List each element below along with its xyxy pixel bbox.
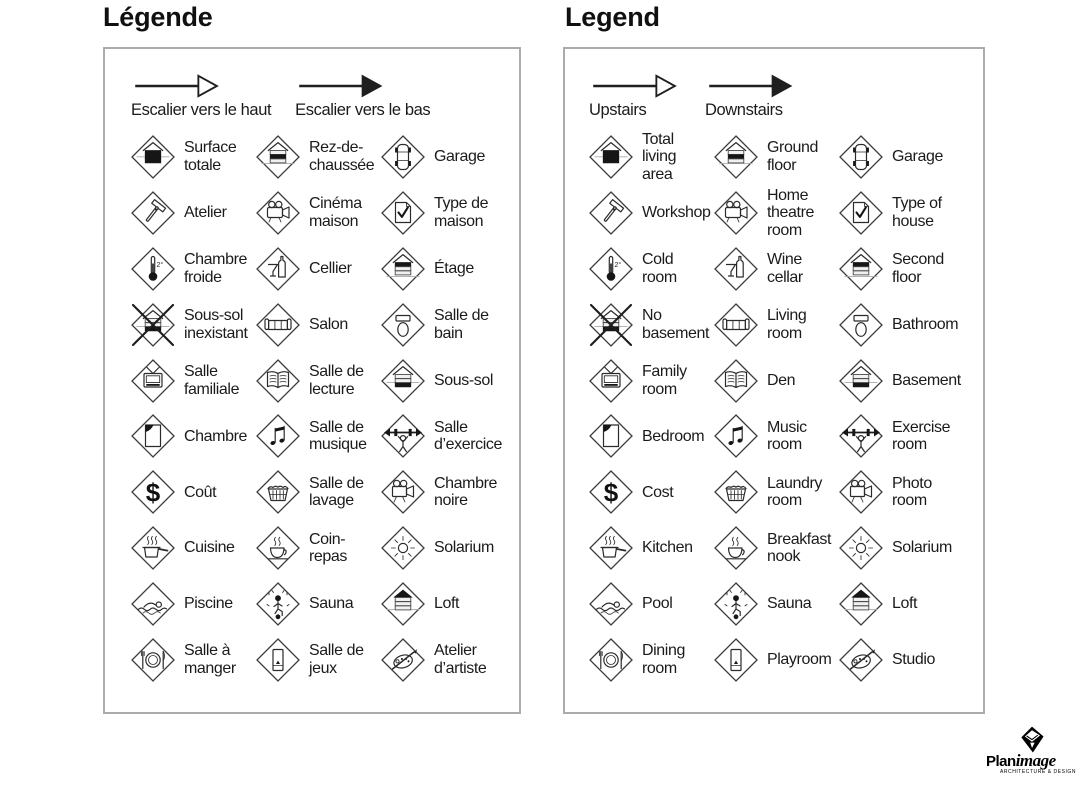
- legend-item-wine-cellar: [256, 247, 381, 291]
- stairs-up-arrow: [589, 73, 681, 121]
- legend-item-solarium: [839, 526, 964, 570]
- dining-room-icon: [589, 638, 633, 682]
- legend-item-ground-floor: [256, 135, 381, 179]
- legend-item-label: Cost: [642, 483, 674, 501]
- family-room-icon: [131, 359, 175, 403]
- type-of-house-icon: [839, 191, 883, 235]
- legend-item-label: Laundry room: [767, 474, 823, 510]
- garage-icon: [381, 135, 425, 179]
- legend-item-label: Family room: [642, 363, 687, 398]
- legend-item-label: Salle de lavage: [309, 474, 364, 510]
- exercise-room-icon: [381, 414, 425, 458]
- legend-item-no-basement: [131, 303, 256, 347]
- legend-item-label: Wine cellar: [767, 251, 803, 286]
- legend-item-exercise-room: [839, 414, 964, 458]
- workshop-icon: [589, 191, 633, 235]
- legend-item-laundry-room: [256, 470, 381, 514]
- legend-panel-french: [103, 47, 521, 714]
- legend-item-label: Cold room: [642, 251, 677, 286]
- legend-item-label: Pool: [642, 595, 673, 613]
- legend-item-label: Kitchen: [642, 539, 693, 557]
- legend-item-ground-floor: [714, 135, 839, 179]
- legend-item-pool: [131, 582, 256, 626]
- legend-item-breakfast-nook: [714, 526, 839, 570]
- legend-item-total-living-area: [589, 131, 714, 184]
- second-floor-icon: [381, 247, 425, 291]
- legend-item-label: Music room: [767, 418, 807, 454]
- legend-item-music-room: [256, 414, 381, 458]
- legend-item-living-room: [256, 303, 381, 347]
- arrow-label: Escalier vers le haut: [131, 101, 272, 119]
- legend-item-label: Coût: [184, 483, 217, 501]
- legend-item-label: Sauna: [767, 595, 812, 613]
- legend-item-garage: [381, 135, 506, 179]
- legend-item-family-room: [589, 359, 714, 403]
- no-basement-icon: [131, 303, 175, 347]
- legend-item-cost: [131, 470, 256, 514]
- legend-item-label: Sous-sol inexistant: [184, 307, 248, 342]
- legend-item-label: Ground floor: [767, 139, 818, 174]
- legend-item-type-of-house: [839, 191, 964, 235]
- pool-icon: [589, 582, 633, 626]
- legend-item-bathroom: [839, 303, 964, 347]
- legend-item-exercise-room: [381, 414, 506, 458]
- legend-item-label: Sous-sol: [434, 371, 494, 389]
- legend-item-playroom: [714, 638, 839, 682]
- legend-item-label: Salle de jeux: [309, 642, 364, 677]
- breakfast-nook-icon: [714, 526, 758, 570]
- arrow-label: Escalier vers le bas: [295, 101, 431, 119]
- legend-item-label: Workshop: [642, 204, 711, 222]
- legend-item-home-theatre-room: [256, 191, 381, 235]
- legend-item-label: Cuisine: [184, 539, 235, 557]
- legend-item-studio: [381, 638, 506, 682]
- garage-icon: [839, 135, 883, 179]
- svg-text:2°: 2°: [614, 261, 622, 269]
- legend-item-label: Bathroom: [892, 315, 959, 333]
- legend-item-label: Chambre froide: [184, 251, 248, 286]
- legend-item-label: Atelier d’artiste: [434, 642, 487, 677]
- legend-item-bedroom: [131, 414, 256, 458]
- legend-item-label: Sauna: [309, 595, 354, 613]
- cold-room-icon: [589, 247, 633, 291]
- solarium-icon: [839, 526, 883, 570]
- legend-item-cold-room: [131, 247, 256, 291]
- wine-cellar-icon: [256, 247, 300, 291]
- music-room-icon: [256, 414, 300, 458]
- legend-item-label: Loft: [892, 595, 918, 613]
- legend-title-english: Legend: [565, 2, 660, 32]
- legend-item-label: Playroom: [767, 651, 832, 669]
- legend-item-label: Basement: [892, 371, 961, 389]
- photo-room-icon: [839, 470, 883, 514]
- laundry-room-icon: [256, 470, 300, 514]
- legend-item-den: [256, 359, 381, 403]
- legend-item-label: Salle de lecture: [309, 363, 364, 398]
- home-theatre-room-icon: [714, 191, 758, 235]
- arrow-label: Downstairs: [705, 101, 783, 119]
- legend-item-sauna: [714, 582, 839, 626]
- legend-item-bathroom: [381, 303, 506, 347]
- logo-tagline: ARCHITECTURE & DESIGN: [1000, 769, 1077, 775]
- legend-item-label: Solarium: [892, 539, 952, 557]
- pool-icon: [131, 582, 175, 626]
- legend-item-playroom: [256, 638, 381, 682]
- legend-item-sauna: [256, 582, 381, 626]
- living-room-icon: [714, 303, 758, 347]
- den-icon: [256, 359, 300, 403]
- legend-item-breakfast-nook: [256, 526, 381, 570]
- legend-item-label: Salle de bain: [434, 307, 489, 342]
- stairs-up-arrow: [131, 73, 271, 121]
- legend-item-living-room: [714, 303, 839, 347]
- cold-room-icon: [131, 247, 175, 291]
- planimage-logo-wordmark: [986, 751, 1078, 770]
- legend-title-french: Légende: [103, 2, 213, 32]
- legend-item-second-floor: [381, 247, 506, 291]
- kitchen-icon: [589, 526, 633, 570]
- studio-icon: [381, 638, 425, 682]
- laundry-room-icon: [714, 470, 758, 514]
- legend-item-bedroom: [589, 414, 714, 458]
- legend-item-label: Garage: [892, 148, 943, 166]
- kitchen-icon: [131, 526, 175, 570]
- svg-text:$: $: [603, 477, 619, 508]
- legend-item-label: Type de maison: [434, 195, 489, 230]
- legend-item-loft: [381, 582, 506, 626]
- bedroom-icon: [131, 414, 175, 458]
- solarium-icon: [381, 526, 425, 570]
- studio-icon: [839, 638, 883, 682]
- workshop-icon: [131, 191, 175, 235]
- legend-item-label: Chambre: [184, 427, 248, 445]
- legend-item-label: Cellier: [309, 259, 352, 277]
- sauna-icon: [256, 582, 300, 626]
- photo-room-icon: [381, 470, 425, 514]
- legend-item-workshop: [131, 191, 256, 235]
- legend-item-label: No basement: [642, 307, 710, 342]
- stairs-arrows-row: [589, 73, 983, 121]
- legend-item-label: Second floor: [892, 251, 944, 286]
- logo-text-image: image: [1015, 751, 1056, 770]
- legend-items-grid: [131, 129, 519, 688]
- svg-text:2°: 2°: [156, 261, 164, 269]
- no-basement-icon: [589, 303, 633, 347]
- legend-item-den: [714, 359, 839, 403]
- legend-item-label: Surface totale: [184, 139, 237, 174]
- legend-item-label: Photo room: [892, 474, 932, 510]
- legend-item-dining-room: [131, 638, 256, 682]
- legend-item-label: Studio: [892, 651, 935, 669]
- basement-icon: [381, 359, 425, 403]
- legend-items-grid: [589, 129, 983, 688]
- legend-item-label: Coin- repas: [309, 530, 348, 566]
- music-room-icon: [714, 414, 758, 458]
- den-icon: [714, 359, 758, 403]
- svg-text:$: $: [145, 477, 161, 508]
- wine-cellar-icon: [714, 247, 758, 291]
- legend-item-label: Rez-de- chaussée: [309, 139, 375, 174]
- sauna-icon: [714, 582, 758, 626]
- playroom-icon: [256, 638, 300, 682]
- legend-item-dining-room: [589, 638, 714, 682]
- stairs-down-arrow: [705, 73, 797, 121]
- legend-item-kitchen: [589, 526, 714, 570]
- bathroom-icon: [839, 303, 883, 347]
- playroom-icon: [714, 638, 758, 682]
- legend-item-basement: [839, 359, 964, 403]
- legend-item-label: Living room: [767, 307, 807, 342]
- legend-item-garage: [839, 135, 964, 179]
- legend-item-cold-room: [589, 247, 714, 291]
- legend-item-label: Salle familiale: [184, 363, 240, 398]
- basement-icon: [839, 359, 883, 403]
- cost-icon: [131, 470, 175, 514]
- legend-item-label: Solarium: [434, 539, 494, 557]
- stairs-arrows-row: [131, 73, 519, 121]
- legend-item-loft: [839, 582, 964, 626]
- legend-item-kitchen: [131, 526, 256, 570]
- legend-item-type-of-house: [381, 191, 506, 235]
- second-floor-icon: [839, 247, 883, 291]
- total-living-area-icon: [131, 135, 175, 179]
- legend-item-label: Dining room: [642, 642, 685, 677]
- legend-item-label: Total living area: [642, 130, 677, 183]
- legend-item-family-room: [131, 359, 256, 403]
- legend-item-label: Home theatre room: [767, 186, 815, 239]
- stairs-down-arrow: [295, 73, 430, 121]
- legend-item-second-floor: [839, 247, 964, 291]
- bathroom-icon: [381, 303, 425, 347]
- legend-panel-english: [563, 47, 985, 714]
- breakfast-nook-icon: [256, 526, 300, 570]
- legend-item-cost: [589, 470, 714, 514]
- legend-item-label: Bedroom: [642, 427, 705, 445]
- legend-item-label: Cinéma maison: [309, 195, 362, 230]
- ground-floor-icon: [256, 135, 300, 179]
- legend-item-workshop: [589, 191, 714, 235]
- loft-icon: [839, 582, 883, 626]
- legend-item-photo-room: [381, 470, 506, 514]
- exercise-room-icon: [839, 414, 883, 458]
- legend-item-label: Garage: [434, 148, 485, 166]
- ground-floor-icon: [714, 135, 758, 179]
- family-room-icon: [589, 359, 633, 403]
- loft-icon: [381, 582, 425, 626]
- legend-item-total-living-area: [131, 135, 256, 179]
- legend-item-label: Den: [767, 371, 796, 389]
- legend-item-solarium: [381, 526, 506, 570]
- legend-item-music-room: [714, 414, 839, 458]
- legend-item-label: Salle de musique: [309, 418, 367, 454]
- planimage-logo: [986, 724, 1078, 775]
- legend-item-label: Type of house: [892, 195, 942, 230]
- legend-item-pool: [589, 582, 714, 626]
- legend-item-photo-room: [839, 470, 964, 514]
- legend-item-label: Piscine: [184, 595, 233, 613]
- cost-icon: [589, 470, 633, 514]
- arrow-label: Upstairs: [589, 101, 647, 119]
- home-theatre-room-icon: [256, 191, 300, 235]
- legend-item-label: Breakfast nook: [767, 530, 831, 566]
- legend-item-label: Atelier: [184, 204, 227, 222]
- logo-text-plan: Plan: [986, 753, 1016, 770]
- living-room-icon: [256, 303, 300, 347]
- legend-item-label: Salle à manger: [184, 642, 236, 677]
- legend-item-label: Chambre noire: [434, 474, 498, 510]
- legend-item-label: Étage: [434, 259, 474, 277]
- legend-item-label: Loft: [434, 595, 460, 613]
- legend-item-laundry-room: [714, 470, 839, 514]
- legend-item-label: Exercise room: [892, 418, 951, 454]
- legend-item-label: Salle d’exercice: [434, 418, 503, 454]
- legend-item-home-theatre-room: [714, 187, 839, 240]
- type-of-house-icon: [381, 191, 425, 235]
- dining-room-icon: [131, 638, 175, 682]
- bedroom-icon: [589, 414, 633, 458]
- legend-item-basement: [381, 359, 506, 403]
- legend-item-studio: [839, 638, 964, 682]
- total-living-area-icon: [589, 135, 633, 179]
- legend-item-wine-cellar: [714, 247, 839, 291]
- legend-item-label: Salon: [309, 315, 348, 333]
- legend-item-no-basement: [589, 303, 714, 347]
